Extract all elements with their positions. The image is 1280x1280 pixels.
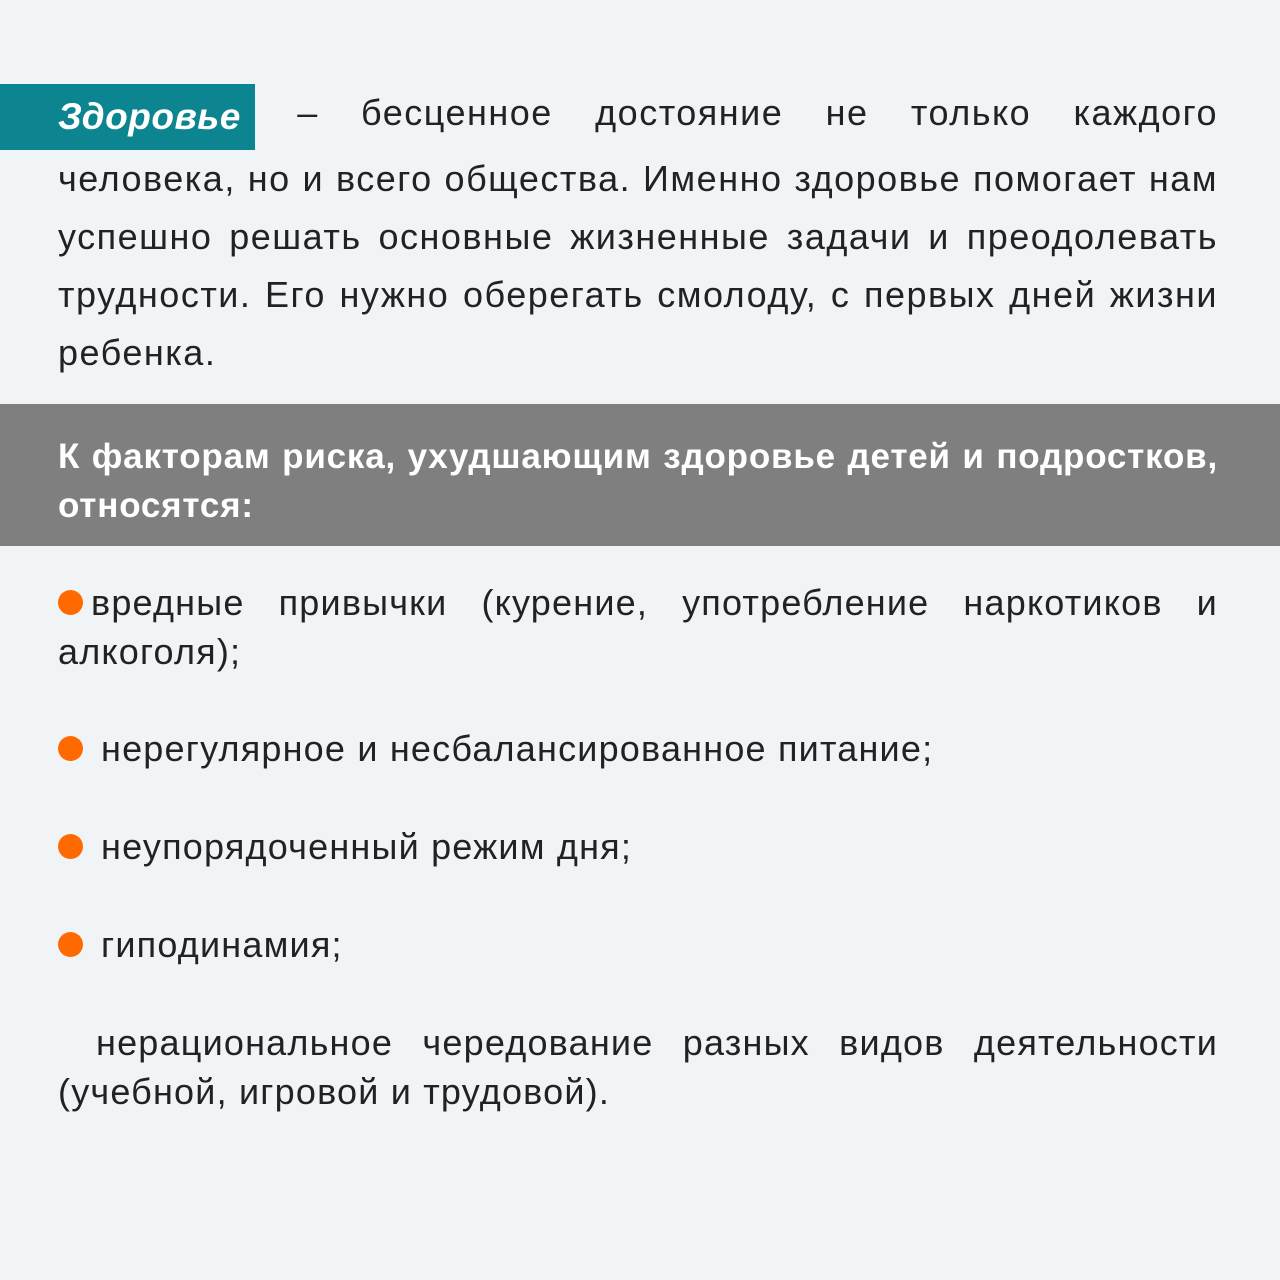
orange-dot-icon [58, 736, 83, 761]
list-item [58, 1018, 1218, 1116]
orange-dot-icon [58, 590, 83, 615]
highlight-word: Здоровье [0, 84, 255, 150]
list-item-text: нерациональное чередование разных видов деятельности (учебной, игровой и трудовой). [58, 1022, 1218, 1112]
banner-heading: К факторам риска, ухудшающим здоровье детей и подростков, относятся: [58, 437, 1218, 525]
intro-text: – бесценное достояние не только каждого человека, но и всего общества. Именно здоровье помогает нам успешно решать основные жизненные задачи и преодолевать трудности. Его нужно оберегать смолоду, с первых дней жизни ребенка. [58, 92, 1218, 373]
orange-dot-icon [58, 834, 83, 859]
risk-factors-banner [0, 404, 1280, 546]
list-item-text: неупорядоченный режим дня; [101, 826, 633, 867]
orange-dot-icon [58, 932, 83, 957]
risk-factors-list [58, 578, 1218, 1112]
list-item-text: вредные привычки (курение, употребление наркотиков и алкоголя); [58, 582, 1218, 672]
list-item-text: гиподинамия; [101, 924, 343, 965]
list-item-text: нерегулярное и несбалансированное питание; [101, 728, 934, 769]
list-item [58, 822, 1218, 871]
list-item [58, 920, 1218, 969]
list-item [58, 578, 1218, 676]
intro-paragraph [0, 84, 1218, 382]
list-item [58, 724, 1218, 773]
